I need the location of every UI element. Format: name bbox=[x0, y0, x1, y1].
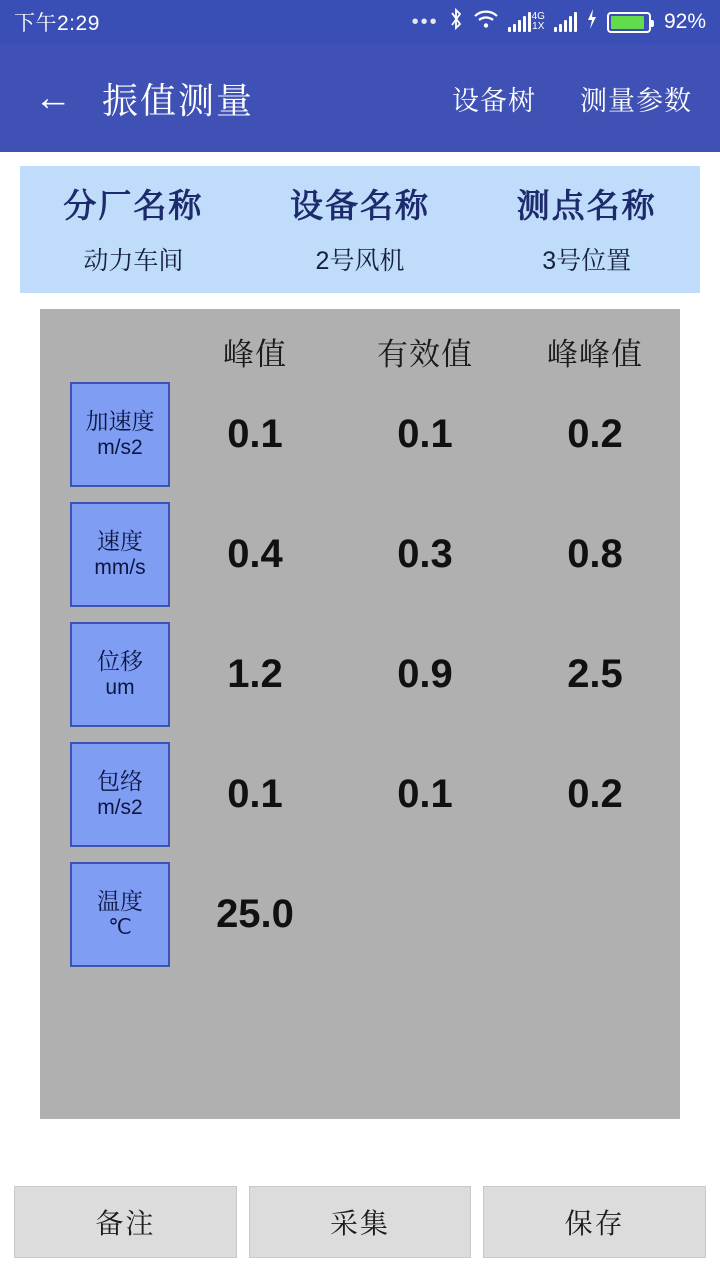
cell-peak-peak: 0.8 bbox=[567, 531, 623, 576]
info-header-row bbox=[20, 180, 700, 227]
cell-peak: 0.1 bbox=[227, 771, 283, 816]
signal-bars-1-icon bbox=[508, 12, 545, 32]
info-header-plant: 分厂名称 bbox=[63, 187, 204, 224]
chip-unit: m/s2 bbox=[97, 436, 143, 460]
measure-params-button[interactable]: 测量参数 bbox=[580, 85, 692, 116]
bottom-button-bar bbox=[0, 1186, 720, 1258]
cell-peak-peak: 0.2 bbox=[567, 411, 623, 456]
info-header-point: 测点名称 bbox=[516, 187, 657, 224]
cell-rms: 0.9 bbox=[397, 651, 453, 696]
table-row bbox=[40, 614, 680, 734]
cell-peak-peak: 2.5 bbox=[567, 651, 623, 696]
network-sub-label: 1X bbox=[532, 21, 545, 32]
column-header-rms: 有效值 bbox=[377, 337, 473, 372]
row-chip-velocity[interactable] bbox=[70, 502, 170, 607]
cell-peak: 0.1 bbox=[227, 411, 283, 456]
signal-bars-2-icon bbox=[554, 12, 577, 32]
more-dots-icon: ••• bbox=[411, 10, 439, 33]
row-chip-temperature[interactable] bbox=[70, 862, 170, 967]
battery-icon bbox=[607, 12, 651, 33]
note-button[interactable]: 备注 bbox=[14, 1186, 237, 1258]
column-header-peak: 峰值 bbox=[223, 337, 287, 372]
chip-unit: mm/s bbox=[94, 556, 146, 580]
status-bar bbox=[0, 0, 720, 44]
chip-label: 加速度 bbox=[85, 407, 155, 434]
table-header-row bbox=[40, 329, 680, 374]
cell-peak-peak: 0.2 bbox=[567, 771, 623, 816]
chip-label: 速度 bbox=[97, 527, 143, 554]
row-chip-envelope[interactable] bbox=[70, 742, 170, 847]
table-row bbox=[40, 374, 680, 494]
info-value-device[interactable]: 2号风机 bbox=[315, 247, 405, 275]
status-time: 下午2:29 bbox=[14, 12, 100, 35]
network-type-label: 4G bbox=[531, 11, 545, 22]
table-row bbox=[40, 494, 680, 614]
cell-peak: 1.2 bbox=[227, 651, 283, 696]
chip-label: 位移 bbox=[97, 647, 143, 674]
wifi-icon bbox=[473, 9, 499, 35]
chip-unit: m/s2 bbox=[97, 796, 143, 820]
table-header-spacer bbox=[40, 329, 170, 374]
measurement-table bbox=[40, 309, 680, 1119]
battery-percent-label: 92% bbox=[663, 10, 706, 33]
app-bar bbox=[0, 44, 720, 152]
bluetooth-icon bbox=[448, 8, 464, 36]
cell-rms: 0.1 bbox=[397, 411, 453, 456]
back-arrow-icon[interactable]: ← bbox=[34, 77, 72, 119]
info-value-point[interactable]: 3号位置 bbox=[542, 247, 632, 275]
chip-unit: ℃ bbox=[108, 916, 132, 940]
page-title: 振值测量 bbox=[102, 79, 255, 121]
column-header-peak-peak: 峰峰值 bbox=[547, 337, 643, 372]
info-panel bbox=[20, 166, 700, 293]
collect-button[interactable]: 采集 bbox=[249, 1186, 472, 1258]
cell-rms: 0.3 bbox=[397, 531, 453, 576]
chip-label: 包络 bbox=[97, 767, 143, 794]
info-value-row bbox=[20, 227, 700, 277]
table-row bbox=[40, 854, 680, 974]
chip-label: 温度 bbox=[97, 887, 143, 914]
chip-unit: um bbox=[105, 676, 135, 700]
info-header-device: 设备名称 bbox=[290, 187, 430, 224]
cell-peak: 0.4 bbox=[227, 531, 283, 576]
cell-peak: 25.0 bbox=[216, 891, 294, 936]
row-chip-displacement[interactable] bbox=[70, 622, 170, 727]
charging-bolt-icon bbox=[586, 8, 598, 36]
cell-rms: 0.1 bbox=[397, 771, 453, 816]
status-icons bbox=[412, 8, 706, 36]
device-tree-button[interactable]: 设备树 bbox=[452, 85, 536, 116]
info-value-plant[interactable]: 动力车间 bbox=[83, 247, 184, 275]
table-row bbox=[40, 734, 680, 854]
row-chip-acceleration[interactable] bbox=[70, 382, 170, 487]
save-button[interactable]: 保存 bbox=[483, 1186, 706, 1258]
